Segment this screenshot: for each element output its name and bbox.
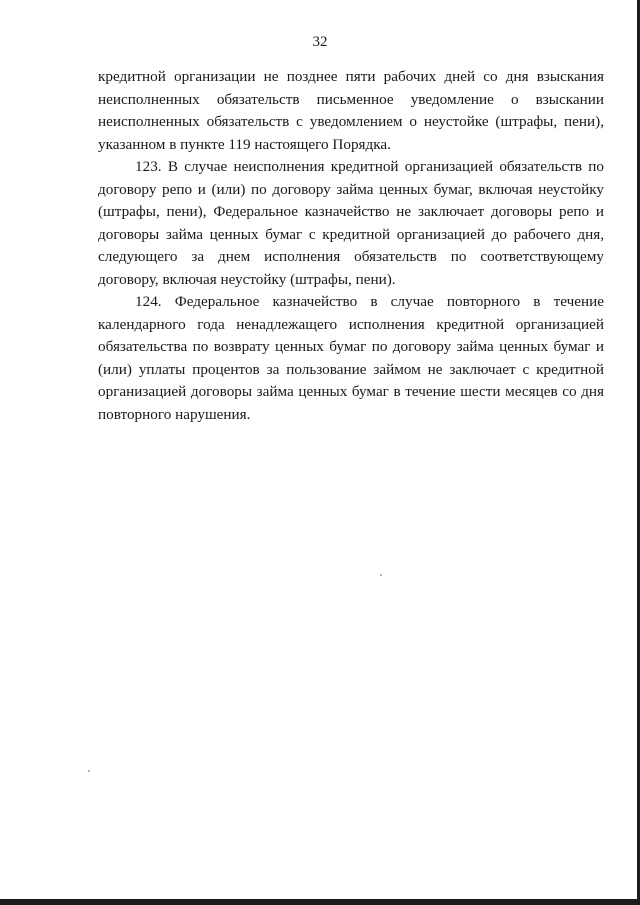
paragraph-123: 123. В случае неисполнения кредитной организацией обязательств по договору репо и (или) по договору займа ценных бумаг, включая неустойку (штрафы, пени), Федеральное казначейство не заключает договоры репо и договоры займа ценных бумаг с кредитной организацией до рабочего дня, следующего за днем исполнения обязательств по соответствующему договору, включая неустойку (штрафы, пени). [98, 158, 604, 288]
document-body [98, 66, 604, 426]
scan-speck [380, 574, 382, 576]
paragraph-continuation: кредитной организации не позднее пяти рабочих дней со дня взыскания неисполненных обязательств письменное уведомление о взыскании неисполненных обязательств с уведомлением о неустойке (штрафы, пени), указанном в пункте 119 настоящего Порядка. [98, 68, 604, 153]
scan-speck [88, 770, 90, 772]
page-number: 32 [312, 34, 328, 50]
scan-edge-bottom [0, 899, 640, 905]
paragraph-124: 124. Федеральное казначейство в случае повторного в течение календарного года ненадлежащего исполнения кредитной организацией обязательства по возврату ценных бумаг по договору займа ценных бумаг и (или) уплаты процентов за пользование займом не заключает с кредитной организацией договоры займа ценных бумаг в течение шести месяцев со дня повторного нарушения. [98, 293, 604, 423]
